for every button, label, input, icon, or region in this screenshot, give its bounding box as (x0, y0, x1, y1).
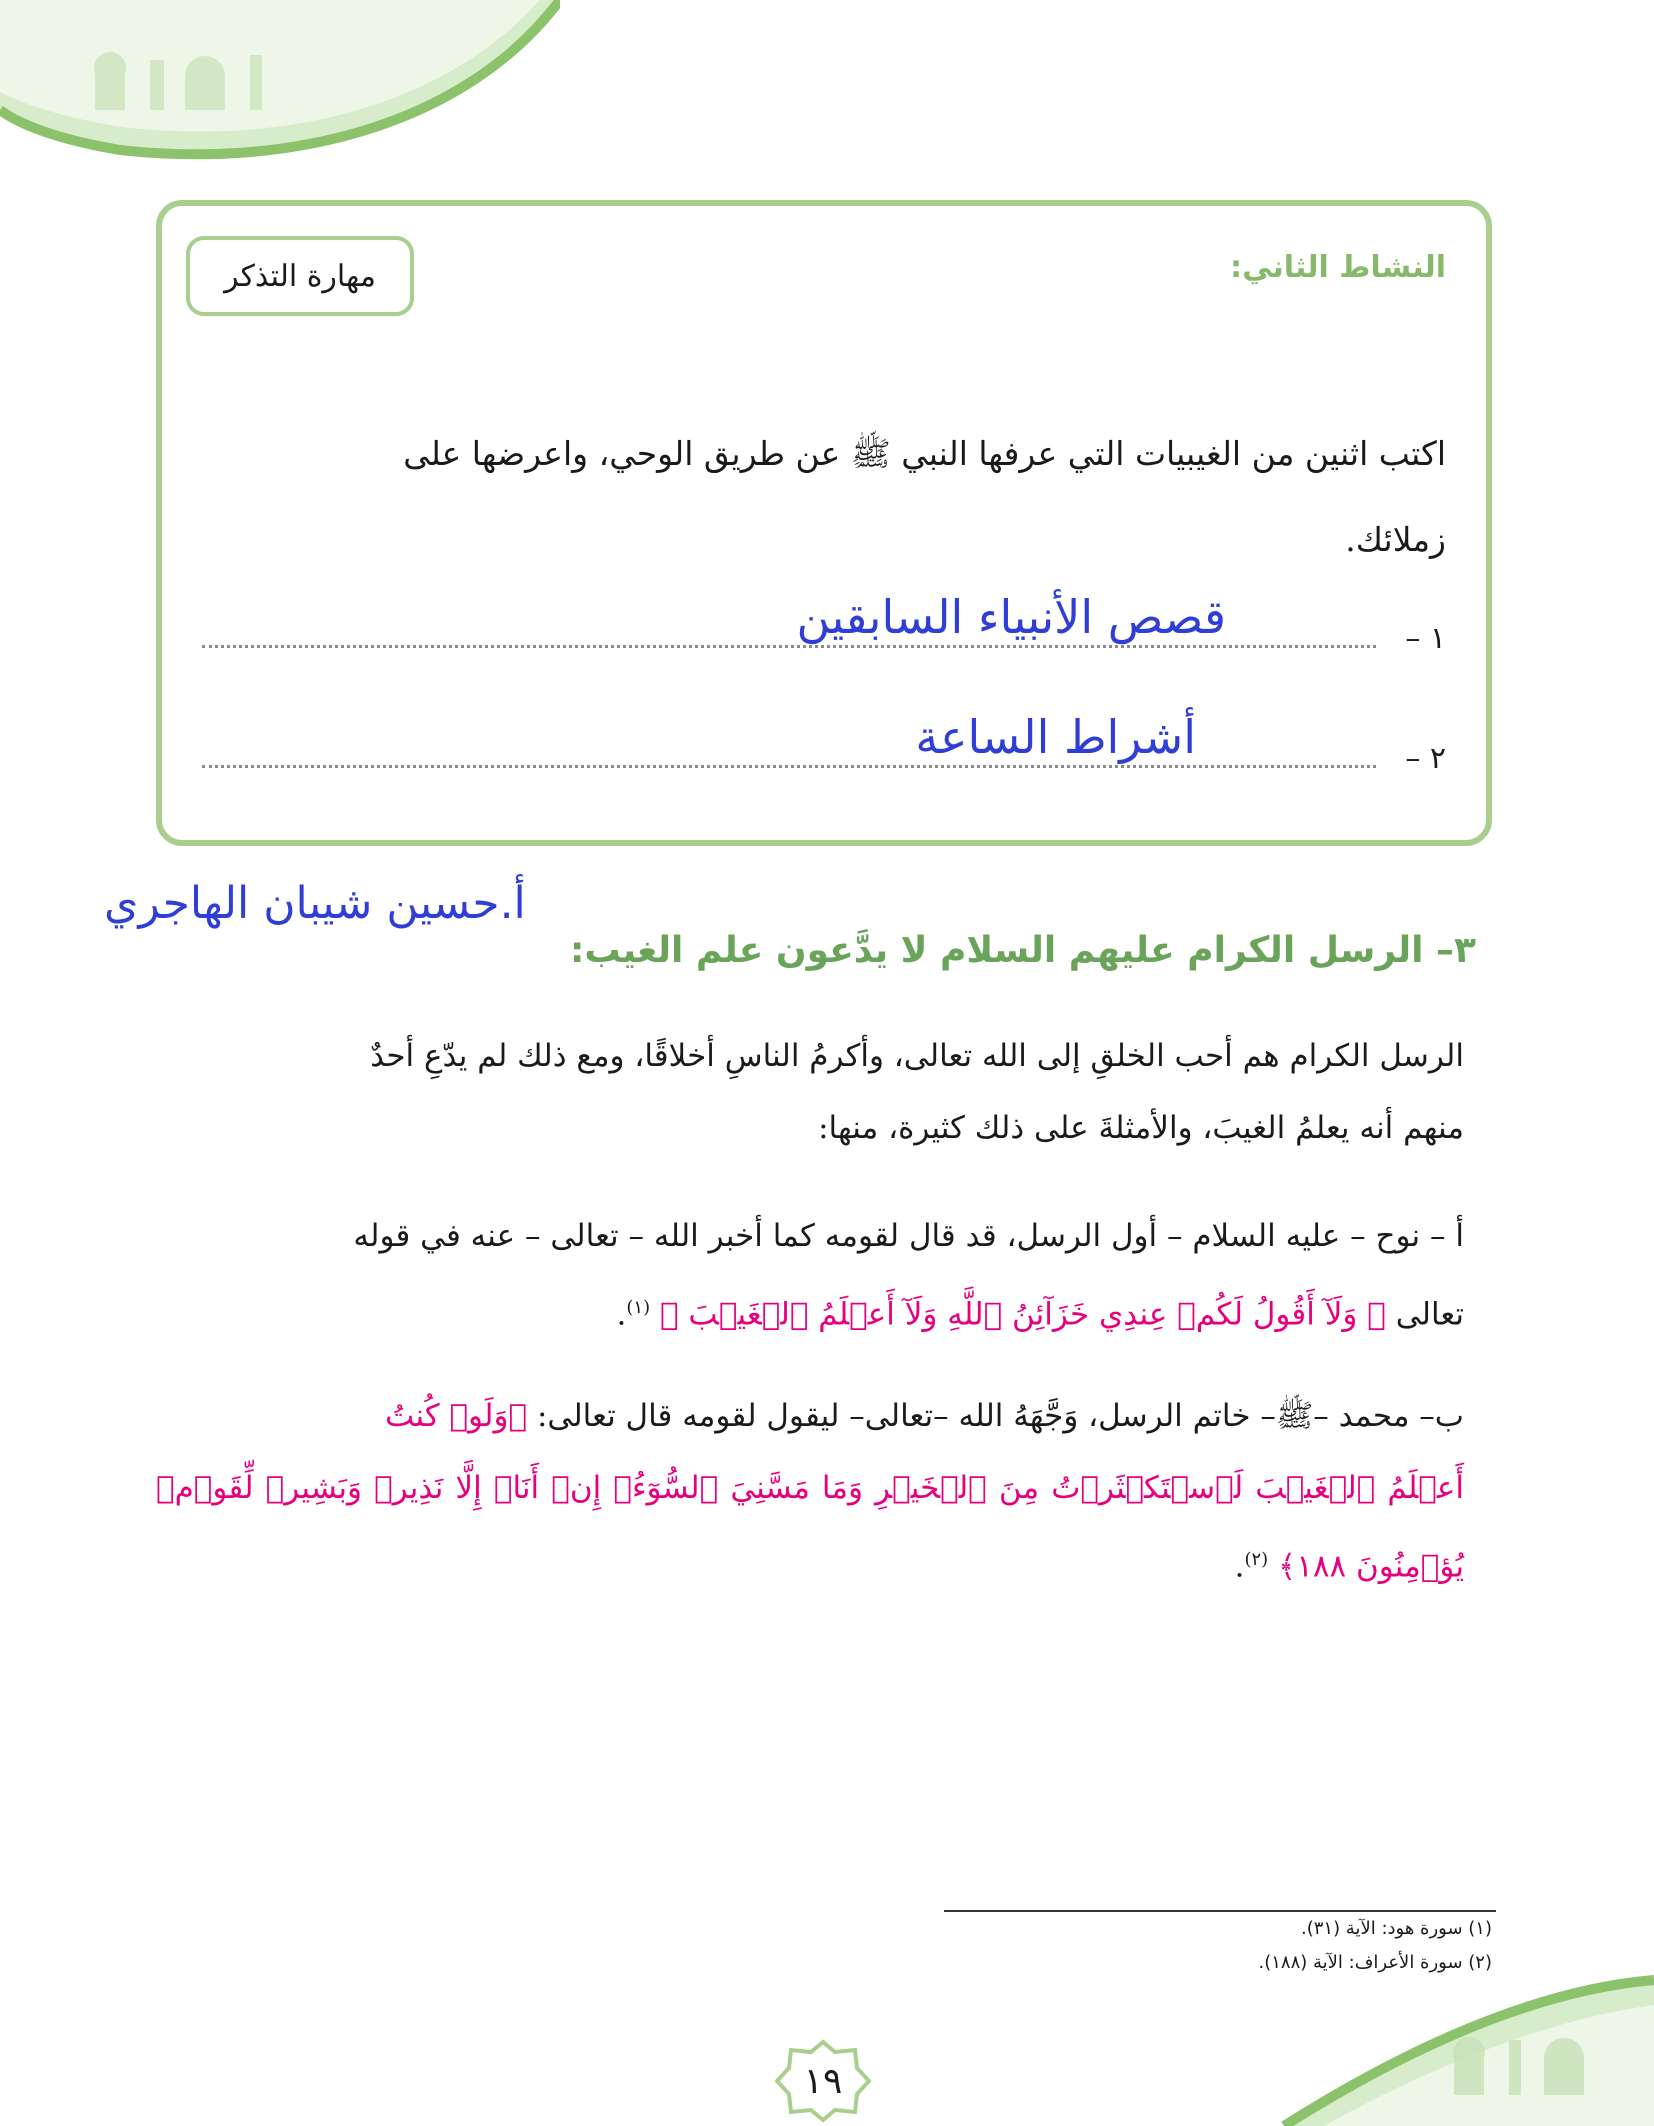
answer-row-2 (202, 710, 1446, 776)
answer-text: قصص الأنبياء السابقين (796, 590, 1226, 644)
quran-verse: ﴿ وَلَآ أَقُولُ لَكُمۡ عِندِي خَزَآئِنُ ٱللَّهِ وَلَآ أَعۡلَمُ ٱلۡغَيۡبَ ﴾ (659, 1296, 1386, 1333)
footnote-marker: (١) (626, 1297, 651, 1318)
answer-line (202, 765, 1376, 768)
footnote-marker: (٢) (1244, 1549, 1269, 1570)
text-prefix: ب– محمد –ﷺ– خاتم الرسل، وَجَّهَهُ الله –تعالى– ليقول لقومه قال تعالى: (536, 1398, 1464, 1434)
footnote-2: (٢) سورة الأعراف: الآية (١٨٨). (1258, 1952, 1492, 1973)
quran-verse-start: ﴿وَلَوۡ كُنتُ (385, 1398, 528, 1434)
text-prefix: تعالى (1395, 1296, 1464, 1333)
instruction-line-1: اكتب اثنين من الغيبيات التي عرفها النبي ﷺ عن طريق الوحي، واعرضها على (403, 434, 1446, 473)
page-number: ١٩ (803, 2060, 843, 2102)
activity-instruction (202, 411, 1446, 583)
teacher-signature: أ.حسين شيبان الهاجري (104, 878, 526, 929)
answer-row-1 (202, 590, 1446, 656)
answer-number: ١ – (1405, 621, 1446, 656)
answer-text: أشراط الساعة (915, 710, 1196, 764)
text-line: أَعۡلَمُ ٱلۡغَيۡبَ لَٱسۡتَكۡثَرۡتُ مِنَ ٱلۡخَيۡرِ وَمَا مَسَّنِيَ ٱلسُّوٓءُۚ إِنۡ أَنَا۠ إِلَّا نَذِيرٞ وَبَشِيرٞ لِّقَوۡمٖ يُؤۡمِنُونَ ١٨٨﴾ $^{(٢)}$. (156, 1470, 1464, 1585)
text-line: أ – نوح – عليه السلام – أول الرسل، قد قال لقومه كما أخبر الله – تعالى – عنه في قوله (353, 1218, 1464, 1254)
text-line: الرسل الكرام هم أحب الخلقِ إلى الله تعالى، وأكرمُ الناسِ أخلاقًا، ومع ذلك لم يدّعِ أحدٌ (370, 1038, 1464, 1074)
quran-verse-continued: أَعۡلَمُ ٱلۡغَيۡبَ لَٱسۡتَكۡثَرۡتُ مِنَ ٱلۡخَيۡرِ وَمَا مَسَّنِيَ ٱلسُّوٓءُۚ إِنۡ أَنَا۠ إِلَّا نَذِيرٞ وَبَشِيرٞ لِّقَوۡمٖ يُؤۡمِنُونَ ١٨٨﴾ (156, 1470, 1464, 1585)
text-line: منهم أنه يعلمُ الغيبَ، والأمثلةَ على ذلك كثيرة، منها: (818, 1110, 1464, 1146)
paragraph-intro (156, 1020, 1464, 1164)
activity-box (156, 200, 1492, 846)
footnote-1: (١) سورة هود: الآية (٣١). (1300, 1918, 1492, 1939)
answer-line (202, 645, 1376, 648)
skill-badge: مهارة التذكر (186, 236, 414, 316)
activity-title: النشاط الثاني: (1230, 250, 1446, 285)
corner-decoration-bottom (1224, 1960, 1654, 2126)
footnote-separator (944, 1910, 1496, 1912)
paragraph-noah (156, 1200, 1464, 1350)
text-line: تعالى ﴿ وَلَآ أَقُولُ لَكُمۡ عِندِي خَزَآئِنُ ٱللَّهِ وَلَآ أَعۡلَمُ ٱلۡغَيۡبَ ﴾ $^{(١)}$. (616, 1296, 1464, 1333)
text-line (156, 1380, 1464, 1452)
paragraph-muhammad (156, 1380, 1464, 1602)
corner-decoration-top (0, 0, 560, 170)
answer-number: ٢ – (1405, 741, 1446, 776)
instruction-line-2: زملائك. (1345, 520, 1446, 559)
section-heading: ٣– الرسل الكرام عليهم السلام لا يدَّعون علم الغيب: (569, 930, 1476, 971)
